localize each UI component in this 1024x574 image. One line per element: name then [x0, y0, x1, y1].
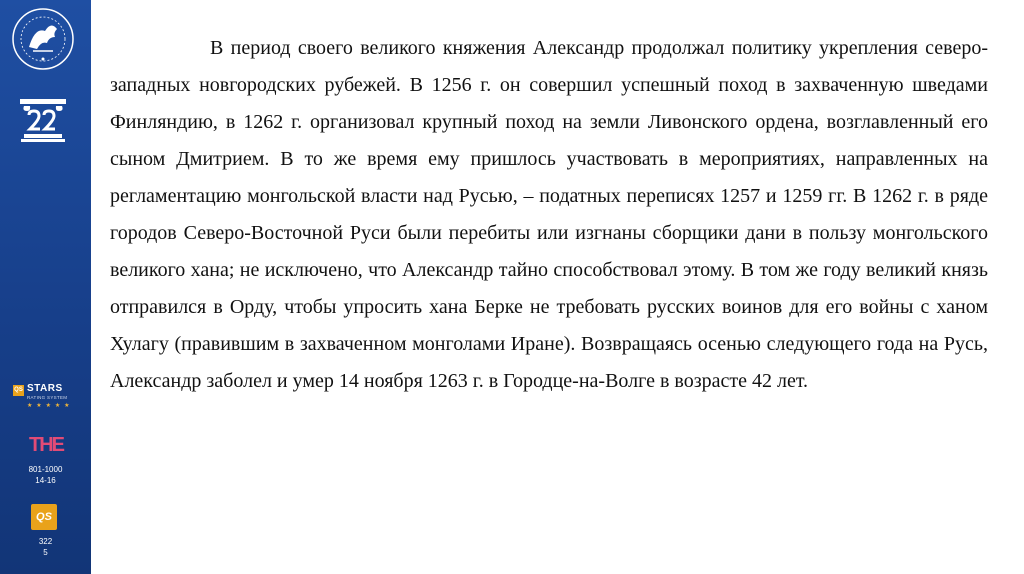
main-content — [110, 30, 988, 400]
column-220-logo-icon — [18, 97, 68, 143]
stars-subtitle: RATING SYSTEM — [27, 395, 68, 400]
the-year: 14-16 — [35, 476, 56, 485]
body-paragraph: В период своего великого княжения Александр продолжал политику укрепления северо-западных новгородских рубежей. В 1256 г. он совершил успешный поход в захваченную шведами Финляндию, в 1262 г. организовал крупный поход на земли Ливонского ордена, возглавленный его сыном Дмитрием. В то же время ему пришлось участвовать в мероприятиях, направленных на регламентацию монгольской власти над Русью, – податных переписях 1257 и 1259 гг. В 1262 г. в ряде городов Северо-Восточной Руси были перебиты или изгнаны сборщики дани в пользу монгольского великого хана; не исключено, что Александр тайно способствовал этому. В том же году великий князь отправился в Орду, чтобы упросить хана Берке не требовать русских воинов для его войны с ханом Хулагу (правившим в захваченном монголами Иране). Возвращаясь осенью следующего года на Русь, Александр заболел и умер 14 ноября 1263 г. в Городце-на-Волге в возрасте 42 лет. — [110, 37, 988, 392]
qs-ranking-logo: QS — [31, 504, 57, 530]
qs-stars-badge — [11, 382, 77, 414]
the-ranking-logo: THE — [29, 434, 63, 456]
university-emblem-icon — [11, 7, 75, 71]
qs-number: 5 — [43, 548, 48, 557]
the-rank: 801-1000 — [28, 465, 63, 474]
stars-rating-icons: ★ ★ ★ ★ ★ — [27, 402, 71, 409]
qs-rank: 322 — [38, 537, 53, 546]
stars-title: STARS — [27, 383, 63, 394]
qs-stars-mark: QS — [13, 385, 24, 396]
sidebar — [0, 0, 91, 574]
